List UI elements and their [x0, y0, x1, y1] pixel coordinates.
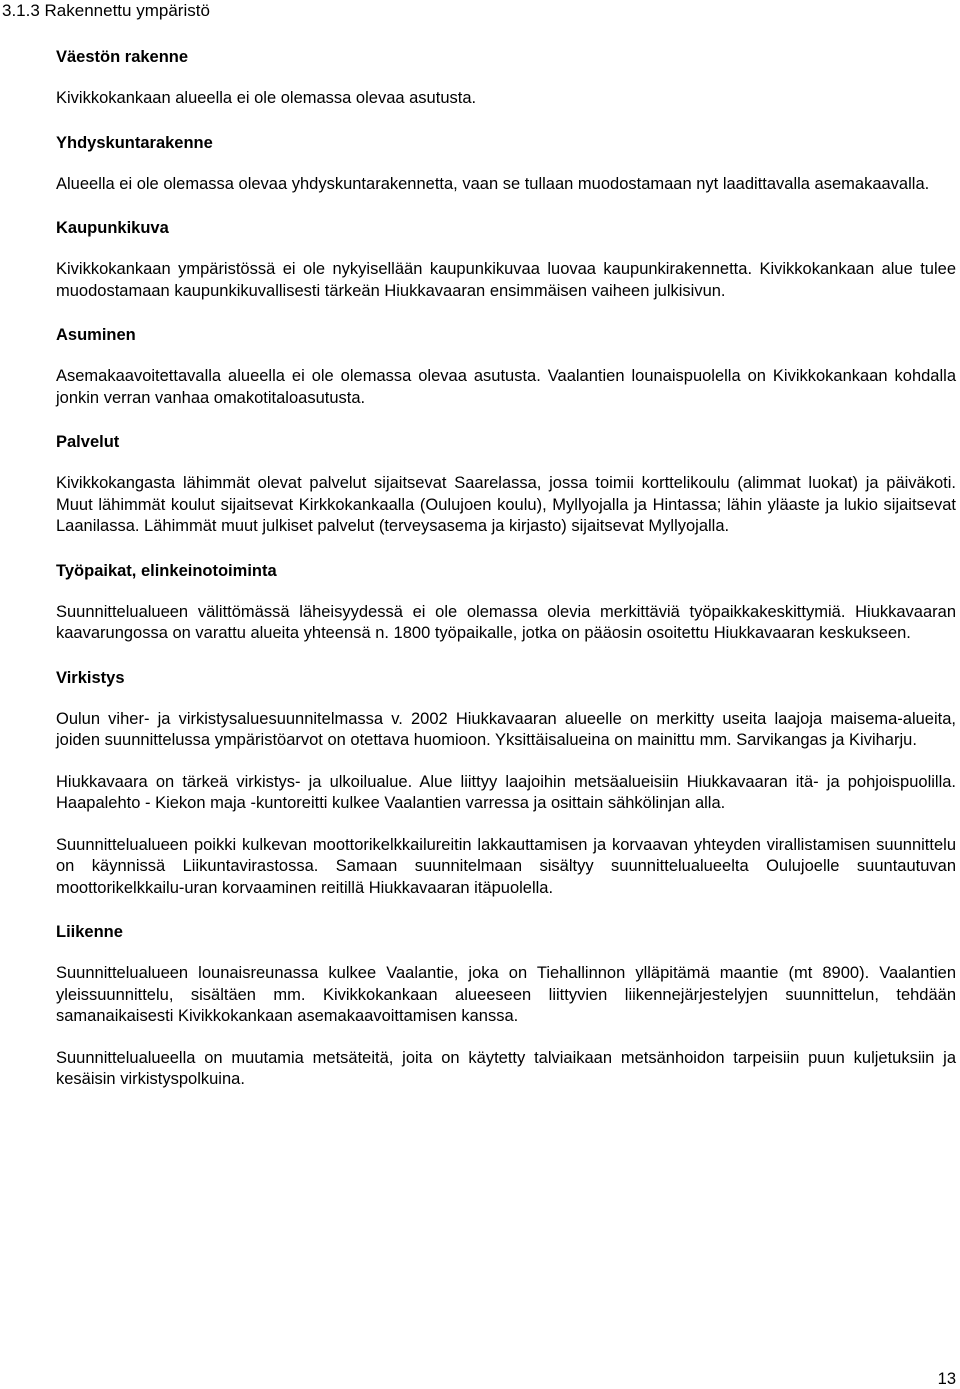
section-title: 3.1.3 Rakennettu ympäristö: [2, 1, 210, 20]
paragraph: Suunnittelualueen lounaisreunassa kulkee Vaalantie, joka on Tiehallinnon ylläpitämä maantie (mt 8900). Vaalantien yleissuunnittelu, sisältäen mm. Kivikkokankaan alueeseen liittyvien liikennejärjestelyjen suunnittelun, tehdään samanaikaisesti Kivikkokankaan asemakaavoittamisen kanssa.: [56, 964, 956, 1025]
paragraph: Oulun viher- ja virkistysaluesuunnitelmassa v. 2002 Hiukkavaaran alueelle on merkitty useita laajoja maisema-alueita, joiden suunnittelussa ympäristöarvot on otettava huomioon. Yksittäisalueina on mainittu mm. Sarvikangas ja Kiviharju.: [56, 709, 956, 749]
heading-liikenne: Liikenne: [56, 923, 123, 941]
paragraph: Suunnittelualueella on muutamia metsäteitä, joita on käytetty talviaikaan metsänhoidon tarpeisiin puun kuljetuksiin ja kesäisin virkistyspolkuina.: [56, 1048, 956, 1088]
heading-yhdyskuntarakenne: Yhdyskuntarakenne: [56, 133, 213, 152]
paragraph: Kivikkokankaan alueella ei ole olemassa olevaa asutusta.: [56, 89, 477, 107]
document-body: [56, 46, 956, 1091]
paragraph: Hiukkavaara on tärkeä virkistys- ja ulkoilualue. Alue liittyy laajoihin metsäalueisiin Hiukkavaaran itä- ja pohjoispuolilla. Haapalehto - Kiekon maja -kuntoreitti kulkee Vaalantien varressa ja osittain sähkölinjan alla.: [56, 772, 956, 812]
heading-vaeston-rakenne: Väestön rakenne: [56, 48, 189, 66]
paragraph: Kivikkokankaan ympäristössä ei ole nykyisellään kaupunkikuvaa luovaa kaupunkirakennetta. Kivikkokankaan alue tulee muodostamaan kaupunkikuvallisesti tärkeän Hiukkavaaran ensimmäisen vaiheen julkisivun.: [56, 260, 956, 300]
paragraph: Suunnittelualueen välittömässä läheisyydessä ei ole olemassa olevia merkittäviä työpaikkakeskittymiä. Hiukkavaaran kaavarungossa on varattu alueita yhteensä n. 1800 työpaikalle, jotka on pääosin osoitettu Hiukkavaaran keskukseen.: [56, 602, 956, 642]
page-number: 13: [937, 1370, 956, 1388]
paragraph: Kivikkokangasta lähimmät olevat palvelut sijaitsevat Saarelassa, jossa toimii korttelikoulu (alimmat luokat) ja päiväkoti. Muut lähimmät koulut sijaitsevat Kirkkokankaalla (Oulujoen koulu), Myllyojalla ja Hintassa; lähin yläaste ja lukio sijaitsevat Laanilassa. Lähimmät muut julkiset palvelut (terveysasema ja kirjasto) sijaitsevat Myllyojalla.: [56, 474, 956, 535]
paragraph: Asemakaavoitettavalla alueella ei ole olemassa olevaa asutusta. Vaalantien lounaispuolella on Kivikkokankaan kohdalla jonkin verran vanhaa omakotitaloasutusta.: [56, 367, 956, 407]
heading-asuminen: Asuminen: [56, 326, 136, 344]
heading-virkistys: Virkistys: [56, 668, 125, 687]
paragraph: Alueella ei ole olemassa olevaa yhdyskuntarakennetta, vaan se tullaan muodostamaan nyt laadittavalla asemakaavalla.: [56, 174, 930, 193]
heading-kaupunkikuva: Kaupunkikuva: [56, 219, 169, 237]
paragraph: Suunnittelualueen poikki kulkevan moottorikelkkailureitin lakkauttamisen ja korvaavan yhteyden virallistamisen suunnittelu on käynnissä Liikuntavirastossa. Samaan suunnitelmaan sisältyy suunnittelualueelta Oulujoelle suuntautuvan moottorikelkkailu-uran korvaaminen reitillä Hiukkavaaran itäpuolella.: [56, 835, 956, 897]
heading-palvelut: Palvelut: [56, 433, 120, 451]
heading-tyopaikat: Työpaikat, elinkeinotoiminta: [56, 561, 277, 580]
